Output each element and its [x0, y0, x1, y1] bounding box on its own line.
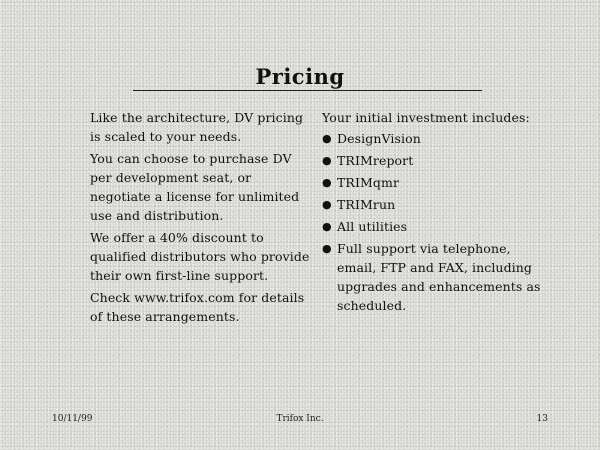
- bullet-icon: ●: [322, 220, 332, 233]
- bullet-icon: ●: [322, 154, 332, 167]
- footer-page-number: 13: [536, 414, 548, 424]
- list-item-label: TRIMrun: [337, 197, 396, 212]
- list-item-label: Full support via telephone, email, FTP and FAX, including upgrades and enhancements as scheduled.: [337, 241, 541, 313]
- list-item: [322, 129, 542, 148]
- bullet-icon: ●: [322, 198, 332, 211]
- investment-list: [322, 129, 542, 315]
- bullet-icon: ●: [322, 242, 332, 255]
- list-item-label: DesignVision: [337, 131, 421, 146]
- footer-company: Trifox Inc.: [276, 414, 324, 424]
- left-column: [90, 108, 310, 329]
- list-item-label: TRIMqmr: [337, 175, 400, 190]
- bullet-icon: ●: [322, 132, 332, 145]
- list-item: [322, 151, 542, 170]
- investment-intro: Your initial investment includes:: [322, 110, 530, 125]
- title-underline: [133, 90, 482, 91]
- list-item: [322, 217, 542, 236]
- paragraph-pricing-scale: Like the architecture, DV pricing is scaled to your needs.: [90, 110, 304, 144]
- list-item: [322, 239, 542, 315]
- right-column: [322, 108, 542, 318]
- list-item-label: All utilities: [337, 219, 408, 234]
- list-item: [322, 173, 542, 192]
- paragraph-website-details: Check www.trifox.com for details of these arrangements.: [90, 290, 305, 324]
- list-item-label: TRIMreport: [337, 153, 414, 168]
- paragraph-license-options: You can choose to purchase DV per development seat, or negotiate a license for unlimited use and distribution.: [90, 151, 300, 223]
- paragraph-distributor-discount: We offer a 40% discount to qualified distributors who provide their own first-line support.: [90, 230, 310, 283]
- slide-title: Pricing: [255, 64, 345, 89]
- footer-date: 10/11/99: [52, 414, 93, 424]
- list-item: [322, 195, 542, 214]
- bullet-icon: ●: [322, 176, 332, 189]
